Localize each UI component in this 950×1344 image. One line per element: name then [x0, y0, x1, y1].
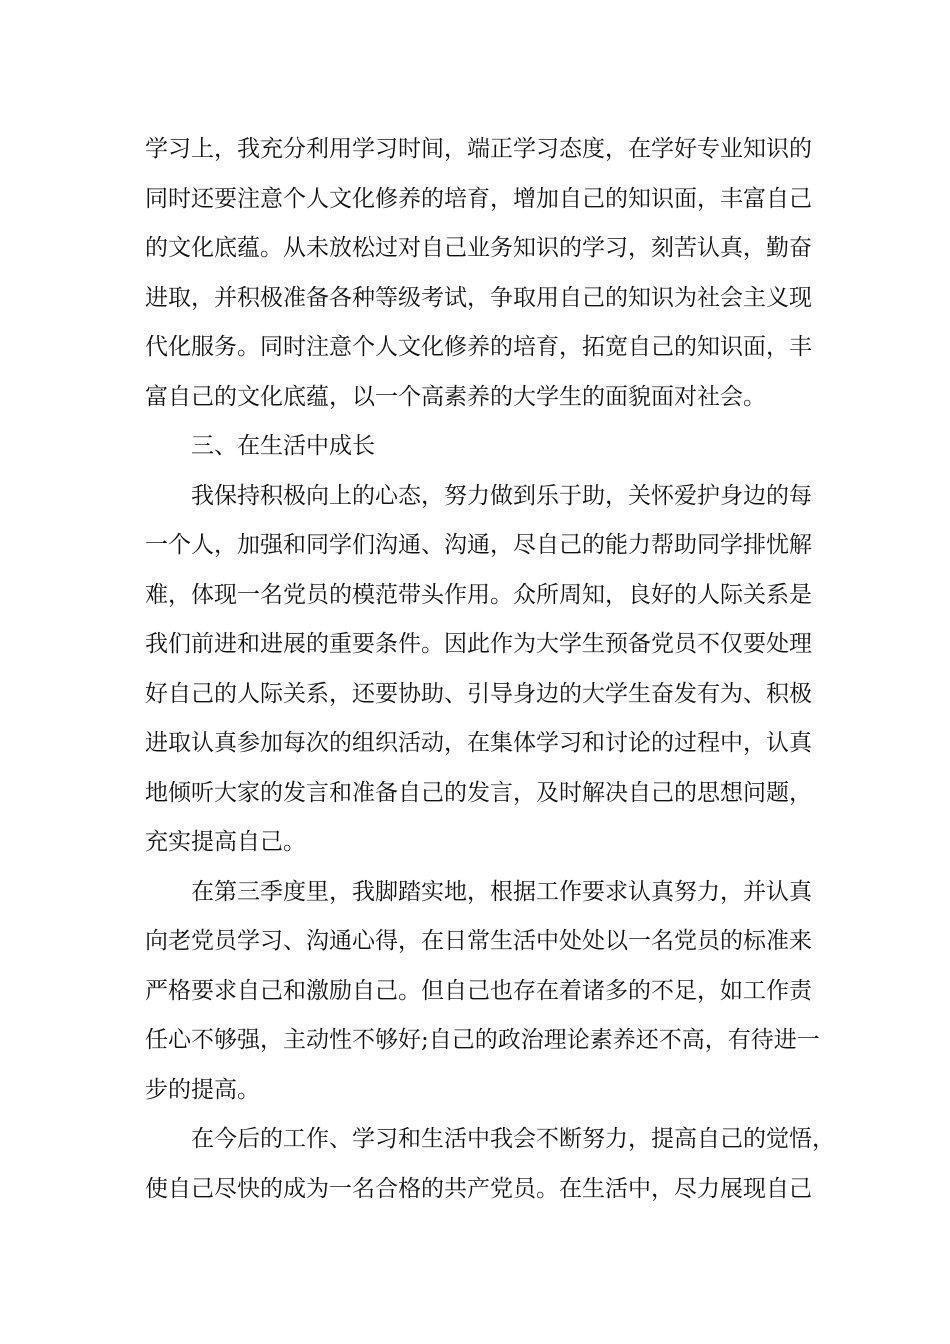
- text-line: 进取认真参加每次的组织活动，在集体学习和讨论的过程中，认真: [145, 730, 812, 756]
- text-line: 在第三季度里，我脚踏实地，根据工作要求认真努力，并认真: [191, 878, 812, 905]
- text-line: 好自己的人际关系，还要协助、引导身边的大学生奋发有为、积极: [145, 680, 812, 707]
- text-line: 严格要求自己和激励自己。但自己也存在着诸多的不足，如工作责: [145, 977, 812, 1004]
- text-line: 一个人，加强和同学们沟通、沟通，尽自己的能力帮助同学排忧解: [145, 532, 812, 558]
- text-line: 在今后的工作、学习和生活中我会不断努力，提高自己的觉悟，: [191, 1126, 835, 1152]
- text-line: 的文化底蕴。从未放松过对自己业务知识的学习，刻苦认真，勤奋: [145, 235, 812, 261]
- document-body: [145, 125, 835, 1214]
- text-line: 向老党员学习、沟通心得，在日常生活中处处以一名党员的标准来: [145, 928, 812, 954]
- text-line: 难，体现一名党员的模范带头作用。众所周知，良好的人际关系是: [145, 581, 812, 608]
- text-line: 同时还要注意个人文化修养的培育，增加自己的知识面，丰富自己: [145, 185, 812, 212]
- text-line: 使自己尽快的成为一名合格的共产党员。在生活中，尽力展现自己: [145, 1175, 812, 1202]
- text-line: 富自己的文化底蕴，以一个高素养的大学生的面貌面对社会。: [145, 383, 766, 410]
- text-line: 进取，并积极准备各种等级考试，争取用自己的知识为社会主义现: [145, 284, 812, 311]
- section-heading: 三、在生活中成长: [191, 433, 375, 459]
- text-line: 我们前进和进展的重要条件。因此作为大学生预备党员不仅要处理: [145, 631, 812, 657]
- text-line: 我保持积极向上的心态，努力做到乐于助，关怀爱护身边的每: [191, 482, 812, 509]
- text-line: 充实提高自己。: [145, 829, 306, 855]
- text-line: 地倾听大家的发言和准备自己的发言，及时解决自己的思想问题，: [145, 779, 812, 806]
- text-line: 任心不够强，主动性不够好;自己的政治理论素养还不高，有待进一: [145, 1027, 820, 1053]
- text-line: 代化服务。同时注意个人文化修养的培育，拓宽自己的知识面，丰: [145, 334, 812, 360]
- text-line: 步的提高。: [145, 1076, 260, 1103]
- text-line: 学习上，我充分利用学习时间，端正学习态度，在学好专业知识的: [145, 136, 812, 162]
